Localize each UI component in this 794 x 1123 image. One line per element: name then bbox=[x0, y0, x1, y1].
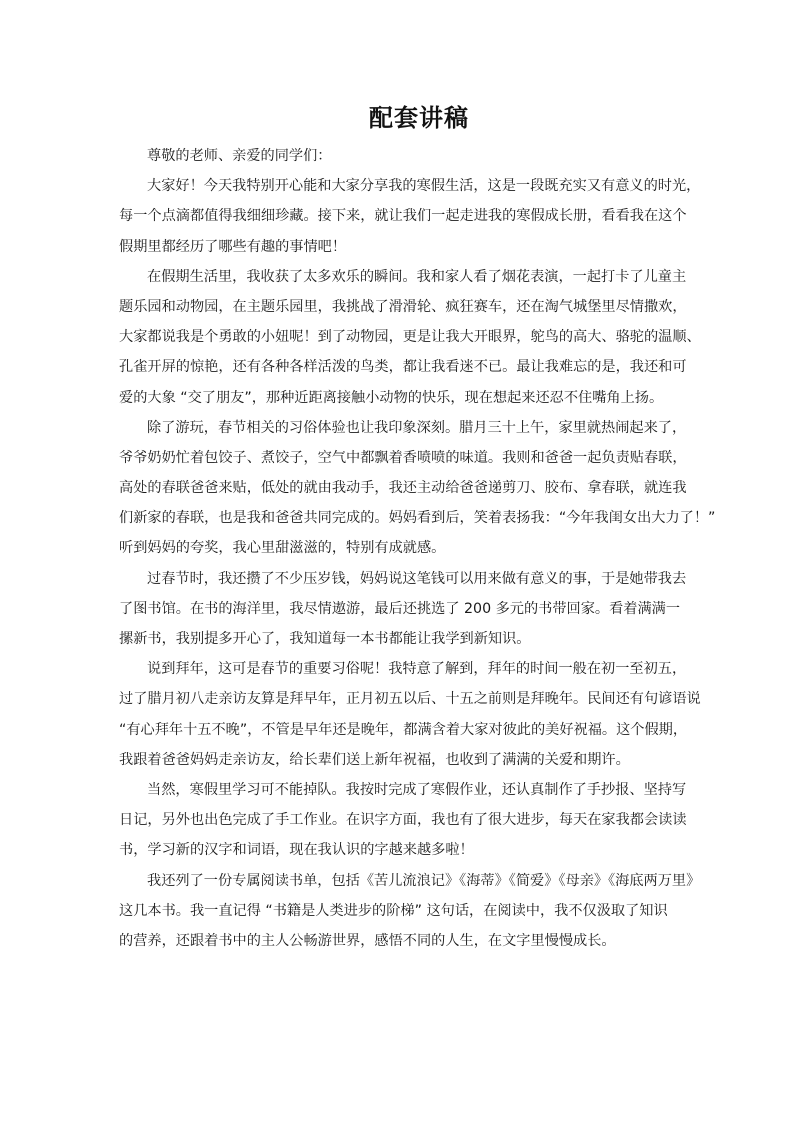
text-line: 摞新书，我别提多开心了，我知道每一本书都能让我学到新知识。 bbox=[119, 631, 531, 647]
text-line: 在假期生活里，我收获了太多欢乐的瞬间。我和家人看了烟花表演，一起打卡了儿童主 bbox=[147, 268, 687, 285]
text-line: 每一个点滴都值得我细细珍藏。接下来，就让我们一起走进我的寒假成长册，看看我在这个 bbox=[119, 208, 687, 225]
text-line: 了图书馆。在书的海洋里，我尽情遨游，最后还挑选了 200 多元的书带回家。看着满满一 bbox=[119, 600, 681, 617]
text-line: 日记，另外也出色完成了手工作业。在识字方面，我也有了很大进步，每天在家我都会读读 bbox=[119, 812, 687, 829]
text-line: 假期里都经历了哪些有趣的事情吧！ bbox=[119, 238, 347, 255]
text-line: 爱的大象 “交了朋友”，那种近距离接触小动物的快乐，现在想起来还忍不住嘴角上扬。 bbox=[119, 389, 664, 406]
text-line: 说到拜年，这可是春节的重要习俗呢！我特意了解到，拜年的时间一般在初一至初五， bbox=[147, 661, 687, 678]
text-line: 孔雀开屏的惊艳，还有各种各样活泼的鸟类，都让我看迷不已。最让我难忘的是，我还和可 bbox=[119, 359, 687, 376]
text-line: 当然，寒假里学习可不能掉队。我按时完成了寒假作业，还认真制作了手抄报、坚持写 bbox=[147, 781, 687, 798]
text-line: 听到妈妈的夸奖，我心里甜滋滋的，特别有成就感。 bbox=[119, 540, 446, 557]
text-line: 过春节时，我还攒了不少压岁钱，妈妈说这笔钱可以用来做有意义的事，于是她带我去 bbox=[147, 570, 687, 587]
text-line: 书，学习新的汉字和词语，现在我认识的字越来越多啦！ bbox=[119, 842, 474, 859]
document-body bbox=[119, 141, 719, 956]
text-line: “有心拜年十五不晚”，不管是早年还是晚年，都满含着大家对彼此的美好祝福。这个假期， bbox=[119, 721, 688, 738]
document-title: 配套讲稿 bbox=[369, 103, 469, 132]
text-line: 的营养，还跟着书中的主人公畅游世界，感悟不同的人生，在文字里慢慢成长。 bbox=[119, 932, 616, 949]
text-line: 我跟着爸爸妈妈走亲访友，给长辈们送上新年祝福，也收到了满满的关爱和期许。 bbox=[119, 751, 630, 768]
text-line: 高处的春联爸爸来贴，低处的就由我动手，我还主动给爸爸递剪刀、胶布、拿春联，就连我 bbox=[119, 480, 687, 497]
text-line: 大家好！今天我特别开心能和大家分享我的寒假生活，这是一段既充实又有意义的时光， bbox=[147, 178, 701, 195]
text-line: 除了游玩，春节相关的习俗体验也让我印象深刻。腊月三十上午，家里就热闹起来了， bbox=[147, 419, 687, 436]
text-line: 尊敬的老师、亲爱的同学们： bbox=[147, 148, 332, 164]
text-line: 们新家的春联，也是我和爸爸共同完成的。妈妈看到后，笑着表扬我：“今年我闺女出大力了！” bbox=[119, 510, 716, 527]
text-line: 我还列了一份专属阅读书单，包括《苦儿流浪记》《海蒂》《简爱》《母亲》《海底两万里》 bbox=[147, 872, 701, 889]
text-line: 题乐园和动物园，在主题乐园里，我挑战了滑滑轮、疯狂赛车，还在淘气城堡里尽情撒欢， bbox=[119, 298, 687, 315]
text-line: 大家都说我是个勇敢的小妞呢！到了动物园，更是让我大开眼界，鸵鸟的高大、骆驼的温顺、 bbox=[119, 329, 701, 346]
text-line: 爷爷奶奶忙着包饺子、煮饺子，空气中都飘着香喷喷的味道。我则和爸爸一起负责贴春联， bbox=[119, 449, 687, 466]
text-line: 过了腊月初八走亲访友算是拜早年，正月初五以后、十五之前则是拜晚年。民间还有句谚语说 bbox=[119, 691, 701, 708]
text-line: 这几本书。我一直记得 “书籍是人类进步的阶梯” 这句话，在阅读中，我不仅汲取了知识 bbox=[119, 902, 668, 919]
